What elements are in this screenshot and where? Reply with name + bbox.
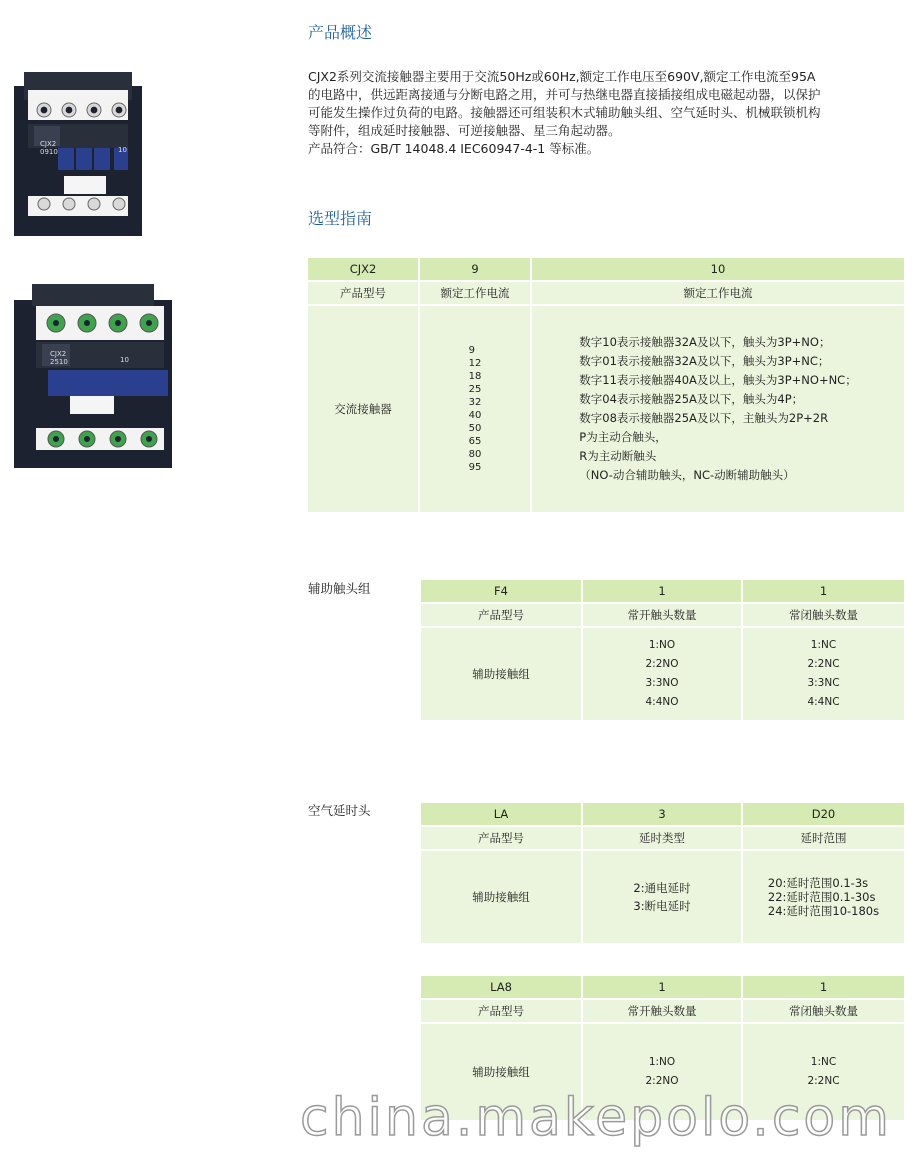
table-row: [308, 306, 904, 512]
list-item: 2:2NO: [645, 1075, 679, 1087]
list-item: 12: [468, 358, 482, 369]
note-line: 数字01表示接触器32A及以下，触头为3P+NC；: [579, 354, 830, 368]
overview-line: 可能发生操作过负荷的电路。接触器还可组装积木式辅助触头组、空气延时头、机械联锁机构: [308, 105, 821, 120]
subheader-cell: 产品型号: [421, 827, 581, 849]
list-item: 2:通电延时: [633, 881, 691, 895]
contactor-image-2: [14, 282, 172, 468]
header-cell: D20: [743, 803, 904, 825]
header-cell: LA: [421, 803, 581, 825]
header-cell: 1: [583, 976, 741, 998]
table-subheader-row: [421, 604, 904, 626]
delay-range-list: [768, 876, 879, 918]
overview-line: 的电路中，供远距离接通与分断电路之用，并可与热继电器直接插接组成电磁起动器，以保护: [308, 87, 821, 102]
header-cell: 1: [743, 976, 904, 998]
overview-line: CJX2系列交流接触器主要用于交流50Hz或60Hz,额定工作电压至690V,额定工作电流至95A: [308, 69, 816, 84]
list-item: 40: [468, 410, 482, 421]
header-cell: 1: [743, 580, 904, 602]
subheader-cell: 常开触头数量: [583, 1000, 741, 1022]
subheader-cell: 延时类型: [583, 827, 741, 849]
overview-standards: 产品符合：GB/T 14048.4 IEC60947-4-1 等标准。: [308, 141, 600, 156]
row-label: 辅助接触组: [421, 628, 581, 720]
list-item: 65: [468, 436, 482, 447]
table-subheader-row: [308, 282, 904, 304]
note-line: 数字10表示接触器32A及以下，触头为3P+NO；: [579, 335, 831, 349]
list-item: 3:3NO: [645, 677, 679, 689]
list-item: 20:延时范围0.1-3s: [767, 876, 869, 890]
subheader-cell: 产品型号: [421, 604, 581, 626]
note-line: 数字08表示接触器25A及以下，主触头为2P+2R: [579, 411, 829, 425]
list-item: 1:NC: [810, 639, 837, 651]
list-item: 50: [468, 423, 482, 434]
table-header-row: [421, 580, 904, 602]
header-cell: 9: [420, 258, 530, 280]
subheader-cell: 额定工作电流: [532, 282, 904, 304]
list-item: 80: [468, 449, 482, 460]
subheader-cell: 额定工作电流: [420, 282, 530, 304]
note-line: 数字04表示接触器25A及以下，触头为4P；: [579, 392, 804, 406]
header-cell: 1: [583, 580, 741, 602]
list-item: 95: [468, 462, 482, 473]
cjx2-table: [306, 256, 906, 514]
row-label: 辅助接触组: [421, 851, 581, 943]
list-item: 9: [468, 345, 475, 356]
overview-title: 产品概述: [308, 23, 373, 42]
header-cell: 3: [583, 803, 741, 825]
aux-section-label: 辅助触头组: [308, 581, 371, 596]
note-line: P为主动合触头，: [579, 430, 667, 444]
delay-type-list: [633, 879, 690, 915]
row-label: 交流接触器: [308, 306, 418, 512]
current-list: [469, 344, 482, 474]
la-table: [419, 801, 906, 945]
header-cell: CJX2: [308, 258, 418, 280]
subheader-cell: 常开触头数量: [583, 604, 741, 626]
subheader-cell: 产品型号: [308, 282, 418, 304]
overview-paragraph: [308, 68, 913, 158]
list-item: 1:NC: [810, 1056, 837, 1068]
subheader-cell: 常闭触头数量: [743, 1000, 904, 1022]
watermark: china.makepolo.com: [300, 1088, 892, 1148]
list-item: 4:4NO: [645, 696, 679, 708]
list-item: 1:NO: [648, 1056, 676, 1068]
device2-badge: 10: [120, 356, 129, 364]
device2-model-label: CJX2 2510: [50, 350, 68, 366]
table-header-row: [421, 976, 904, 998]
overview-line: 等附件，组成延时接触器、可逆接触器、星三角起动器。: [308, 123, 621, 138]
list-item: 4:4NC: [807, 696, 840, 708]
guide-title: 选型指南: [308, 209, 373, 228]
header-cell: LA8: [421, 976, 581, 998]
note-line: 数字11表示接触器40A及以上，触头为3P+NO+NC；: [579, 373, 857, 387]
list-item: 25: [468, 384, 482, 395]
table-row: [421, 851, 904, 943]
list-item: 22:延时范围0.1-30s: [767, 890, 876, 904]
header-cell: 10: [532, 258, 904, 280]
list-item: 24:延时范围10-180s: [767, 904, 880, 918]
note-line: （NO-动合辅助触头，NC-动断辅助触头）: [579, 468, 795, 482]
list-item: 1:NO: [648, 639, 676, 651]
table-row: [421, 628, 904, 720]
list-item: 2:2NC: [807, 658, 840, 670]
table-subheader-row: [421, 827, 904, 849]
delay-section-label: 空气延时头: [308, 803, 371, 818]
subheader-cell: 常闭触头数量: [743, 604, 904, 626]
notes-list: [579, 333, 856, 485]
list-item: 3:断电延时: [633, 899, 691, 913]
row-label: 辅助接触组: [421, 1024, 581, 1120]
list-item: 2:2NC: [807, 1075, 840, 1087]
table-header-row: [308, 258, 904, 280]
list-item: 32: [468, 397, 482, 408]
list-item: 3:3NC: [807, 677, 840, 689]
subheader-cell: 延时范围: [743, 827, 904, 849]
subheader-cell: 产品型号: [421, 1000, 581, 1022]
note-line: R为主动断触头: [579, 449, 657, 463]
list-item: 18: [468, 371, 482, 382]
table-header-row: [421, 803, 904, 825]
device1-model-label: CJX2 0910: [40, 140, 58, 156]
device1-badge: 10: [118, 146, 127, 154]
f4-table: [419, 578, 906, 722]
list-item: 2:2NO: [645, 658, 679, 670]
header-cell: F4: [421, 580, 581, 602]
table-subheader-row: [421, 1000, 904, 1022]
